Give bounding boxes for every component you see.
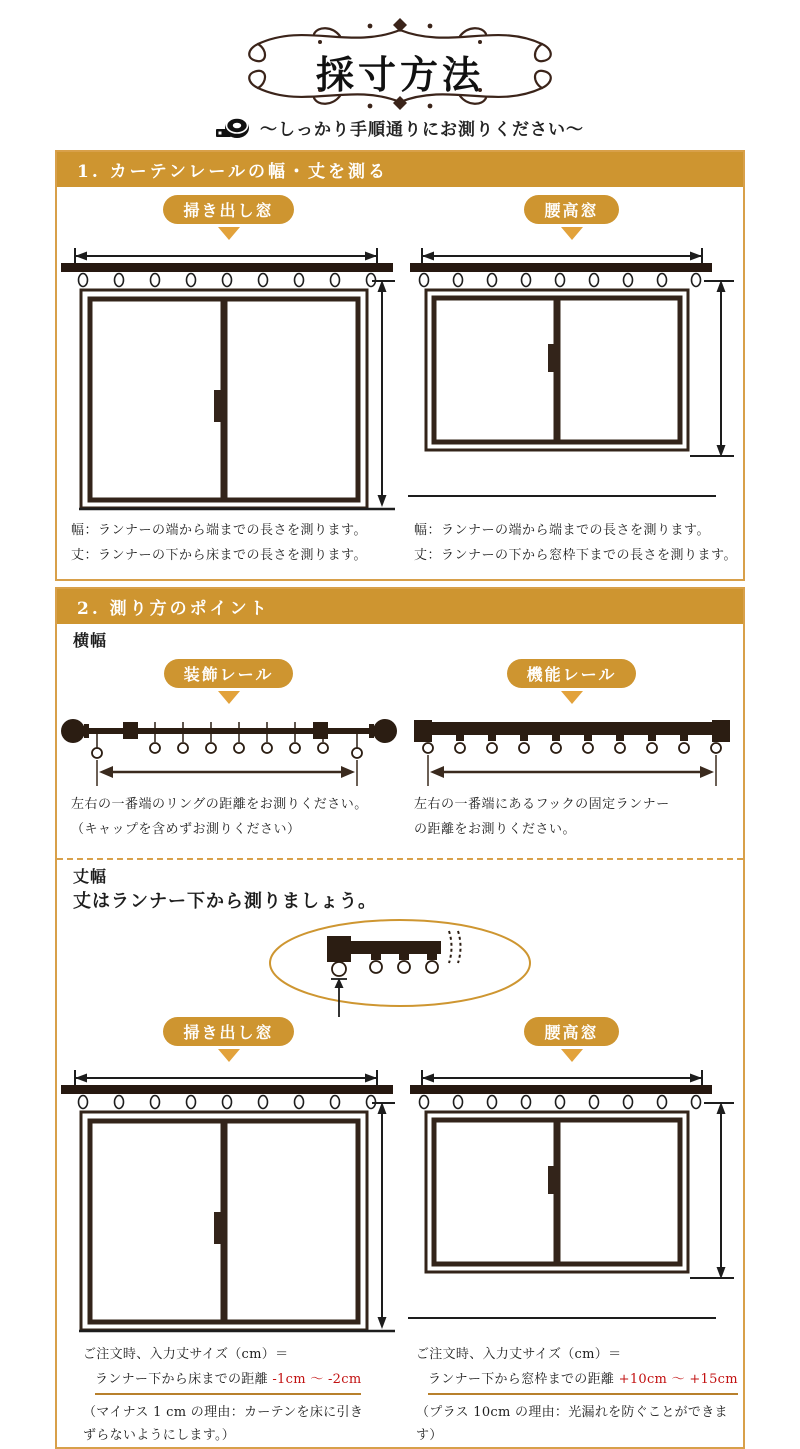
page-title: 採寸方法 <box>315 53 484 97</box>
caption-length: 丈：ランナーの下から窓枠下までの長さを測ります。 <box>414 548 737 564</box>
decorative-rail-caption: 左右の一番端のリングの距離をお測りください。 （キャップを含めずお測りください） <box>71 796 368 838</box>
caption-length: 丈：ランナーの下から床までの長さを測ります。 <box>71 548 367 564</box>
runner-rings <box>78 274 375 287</box>
curtain-rail <box>61 1085 393 1094</box>
functional-rail-caption: 左右の一番端にあるフックの固定ランナー の距離をお測りください。 <box>414 796 670 838</box>
height-measure-arrow <box>372 280 395 507</box>
section-2-title: 2. 測り方のポイント <box>57 589 743 624</box>
section-2 <box>55 587 745 1449</box>
plus-range-value: +10cm ～ +15cm <box>618 1372 738 1388</box>
hook-stubs <box>371 954 437 960</box>
order-line1: ご注文時、入力丈サイズ（cm）＝ <box>416 1347 622 1363</box>
decorative-rail-diagram <box>59 708 399 788</box>
tape-measure-icon <box>216 115 250 139</box>
order-caption-sweep <box>57 1336 400 1447</box>
runner-rings <box>78 1096 375 1109</box>
window-handle <box>214 1212 222 1244</box>
waist-window-badge: 腰高窓 <box>524 1017 618 1046</box>
curtain-rail <box>410 263 712 272</box>
badge-pointer-icon <box>561 227 583 240</box>
runner-rings <box>423 743 721 753</box>
right-finial <box>373 719 397 743</box>
functional-rail-column <box>400 651 743 853</box>
badge-pointer-icon <box>561 691 583 704</box>
rail-bar <box>351 941 441 954</box>
window-handle <box>548 344 556 372</box>
sweep-window-badge: 掃き出し窓 <box>163 195 293 224</box>
window-handle <box>214 390 222 422</box>
section-1 <box>55 150 745 581</box>
curtain-rail <box>61 263 393 272</box>
rail-end-cap <box>327 936 351 962</box>
width-measure-arrow <box>430 766 714 778</box>
left-bracket <box>123 722 138 739</box>
decorative-rail-column <box>57 651 400 853</box>
order-line3: （マイナス 1 cm の理由：カーテンを床に引き <box>83 1404 364 1420</box>
height-measure-arrow <box>690 1102 734 1279</box>
width-heading: 横幅 <box>73 630 108 650</box>
rings <box>92 743 362 758</box>
waist-window-badge: 腰高窓 <box>524 195 618 224</box>
section-1-right-column <box>400 187 743 579</box>
section-1-columns <box>57 187 743 579</box>
runner-closeup-wrap <box>57 917 743 1023</box>
height-measure-arrow <box>690 280 734 457</box>
bottom-right-column <box>400 1009 743 1447</box>
runner-rings <box>419 274 700 287</box>
caption-width: 幅：ランナーの端から端までの長さを測ります。 <box>71 523 367 538</box>
sweep-window-diagram <box>61 244 397 514</box>
runner-closeup-diagram <box>265 917 535 1019</box>
order-line2: ランナー下から床までの距離 -1cm ～ -2cm <box>95 1369 361 1395</box>
badge-pointer-icon <box>218 691 240 704</box>
width-measure-arrow <box>75 248 377 264</box>
order-line4: ずらないようにします。） <box>83 1427 236 1443</box>
bottom-left-column <box>57 1009 400 1447</box>
rail-columns <box>57 651 743 853</box>
badge-pointer-icon <box>218 1049 240 1062</box>
sweep-window-diagram <box>61 1066 397 1336</box>
hook-stubs <box>424 735 720 741</box>
rail-bar <box>422 722 722 735</box>
order-line1: ご注文時、入力丈サイズ（cm）＝ <box>83 1347 289 1363</box>
width-measure-arrow <box>422 1070 702 1086</box>
order-caption-waist <box>400 1336 743 1447</box>
functional-rail-diagram <box>402 708 742 788</box>
length-heading: 丈幅 <box>73 867 108 887</box>
width-measure-arrow <box>422 248 702 264</box>
sweep-window-badge: 掃き出し窓 <box>163 1017 293 1046</box>
width-measure-arrow <box>75 1070 377 1086</box>
badge-pointer-icon <box>561 1049 583 1062</box>
caption-width: 幅：ランナーの端から端までの長さを測ります。 <box>414 523 710 538</box>
subtitle-text: ～しっかり手順通りにお測りください～ <box>260 119 584 140</box>
hero-header <box>0 0 800 112</box>
functional-rail-badge: 機能レール <box>507 659 637 688</box>
waist-window-diagram <box>404 1066 740 1336</box>
runner-rings <box>419 1096 700 1109</box>
minus-range-value: -1cm ～ -2cm <box>272 1372 362 1388</box>
height-measure-arrow <box>372 1102 395 1329</box>
window-handle <box>548 1166 556 1194</box>
measure-guides <box>428 755 716 786</box>
section-1-left-column <box>57 187 400 579</box>
right-bracket <box>313 722 328 739</box>
badge-pointer-icon <box>218 227 240 240</box>
section-1-title: 1. カーテンレールの幅・丈を測る <box>57 152 743 187</box>
sweep-window-caption <box>57 514 400 579</box>
width-measure-arrow <box>99 766 355 778</box>
order-line2: ランナー下から窓枠までの距離 +10cm ～ +15cm <box>428 1369 738 1395</box>
order-line3: （プラス 10cm の理由：光漏れを防ぐことができます） <box>416 1404 728 1443</box>
waist-window-diagram <box>404 244 740 514</box>
left-finial <box>61 719 85 743</box>
length-subheading: 丈はランナー下から測りましょう。 <box>73 891 377 913</box>
waist-window-caption <box>400 514 743 579</box>
curtain-rail <box>410 1085 712 1094</box>
decorative-rail-badge: 装飾レール <box>164 659 294 688</box>
bottom-window-columns <box>57 1009 743 1447</box>
